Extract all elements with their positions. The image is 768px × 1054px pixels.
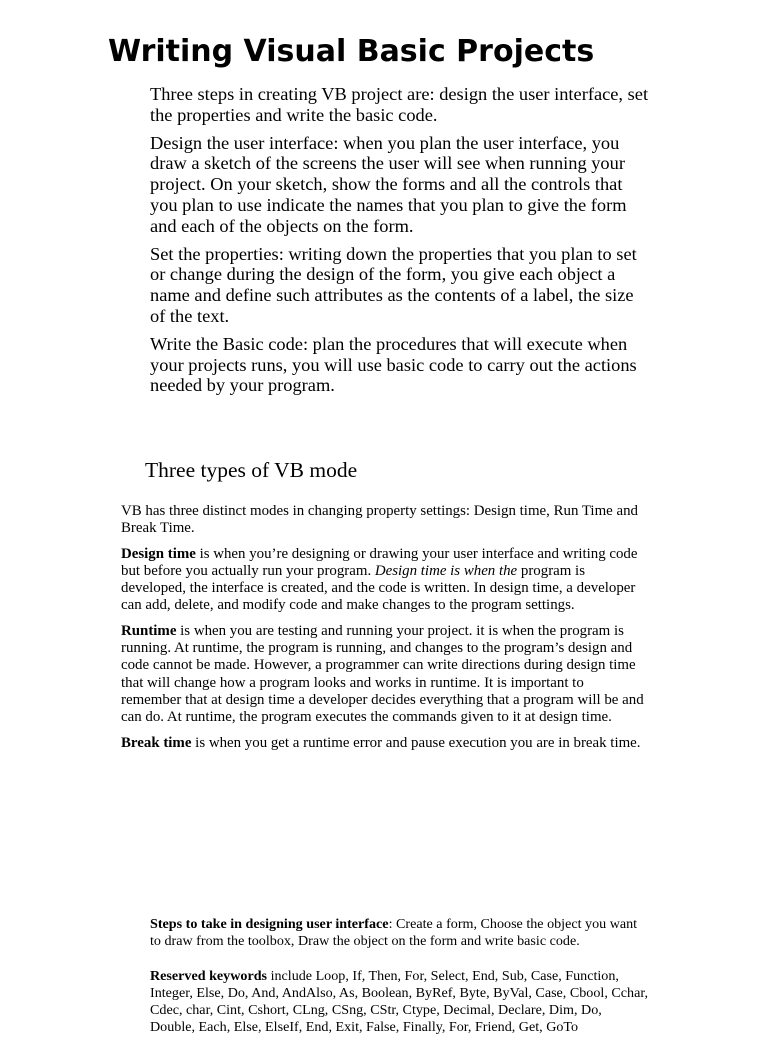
reserved-keywords-term: Reserved keywords <box>150 968 268 984</box>
runtime-paragraph <box>121 623 646 727</box>
write-code-paragraph: Write the Basic code: plan the procedures that will execute when your projects runs, you will use basic code to carry out the actions needed by your program. <box>150 333 637 396</box>
steps-section <box>150 84 650 403</box>
steps-intro-paragraph: Three steps in creating VB project are: design the user interface, set the properties and write the basic code. <box>150 84 649 125</box>
modes-intro-paragraph: VB has three distinct modes in changing property settings: Design time, Run Time and Break Time. <box>121 503 638 537</box>
lower-section <box>150 916 650 1054</box>
design-time-term: Design time <box>121 545 196 562</box>
designing-steps-paragraph <box>150 916 650 950</box>
design-time-text: is when you’re designing or drawing your user interface and writing code but before you actually run your program. <box>121 545 638 579</box>
designing-steps-text: : Create a form, Choose the object you want to draw from the toolbox, Draw the object on the form and write basic code. <box>150 916 638 949</box>
runtime-term: Runtime <box>121 622 177 639</box>
design-time-paragraph <box>121 546 646 615</box>
modes-section <box>121 503 646 760</box>
design-time-text-continued: program is developed, the interface is created, and the code is written. In design time, a developer can add, delete, and modify code and make changes to the program settings. <box>121 562 636 614</box>
break-time-term: Break time <box>121 734 192 751</box>
set-properties-paragraph: Set the properties: writing down the properties that you plan to set or change during the design of the form, you give each object a name and define such attributes as the contents of a label, the size of the text. <box>150 243 637 326</box>
reserved-keywords-text: include Loop, If, Then, For, Select, End, Sub, Case, Function, Integer, Else, Do, And, AndAlso, As, Boolean, ByRef, Byte, ByVal, Case, Cbool, Cchar, Cdec, char, Cint, Cshort, CLng, CSng, CStr, Ctype, Decimal, Declare, Dim, Do, Double, Each, Else, ElseIf, End, Exit, False, Finally, For, Friend, Get, GoTo <box>150 968 648 1035</box>
page-title: Writing Visual Basic Projects <box>108 34 595 69</box>
modes-heading: Three types of VB mode <box>145 458 358 482</box>
break-time-text: is when you get a runtime error and pause execution you are in break time. <box>191 734 641 751</box>
runtime-text: is when you are testing and running your project. it is when the program is running. At runtime, the program is running, and changes to the program’s design and code cannot be made. However, a programmer can write directions during design time that will change how a program looks and works in runtime. It is important to remember that at design time a developer decides everything that a program will be and can do. At runtime, the program executes the commands given to it at design time. <box>121 622 644 726</box>
design-time-italic-text: Design time is when the <box>374 562 518 579</box>
break-time-paragraph <box>121 735 646 752</box>
designing-steps-term: Steps to take in designing user interface <box>150 916 389 932</box>
design-ui-paragraph: Design the user interface: when you plan the user interface, you draw a sketch of the screens the user will see when running your project. On your sketch, show the forms and all the controls that you plan to use indicate the names that you plan to give the form and each of the objects on the form. <box>150 132 627 236</box>
reserved-keywords-paragraph <box>150 968 650 1036</box>
